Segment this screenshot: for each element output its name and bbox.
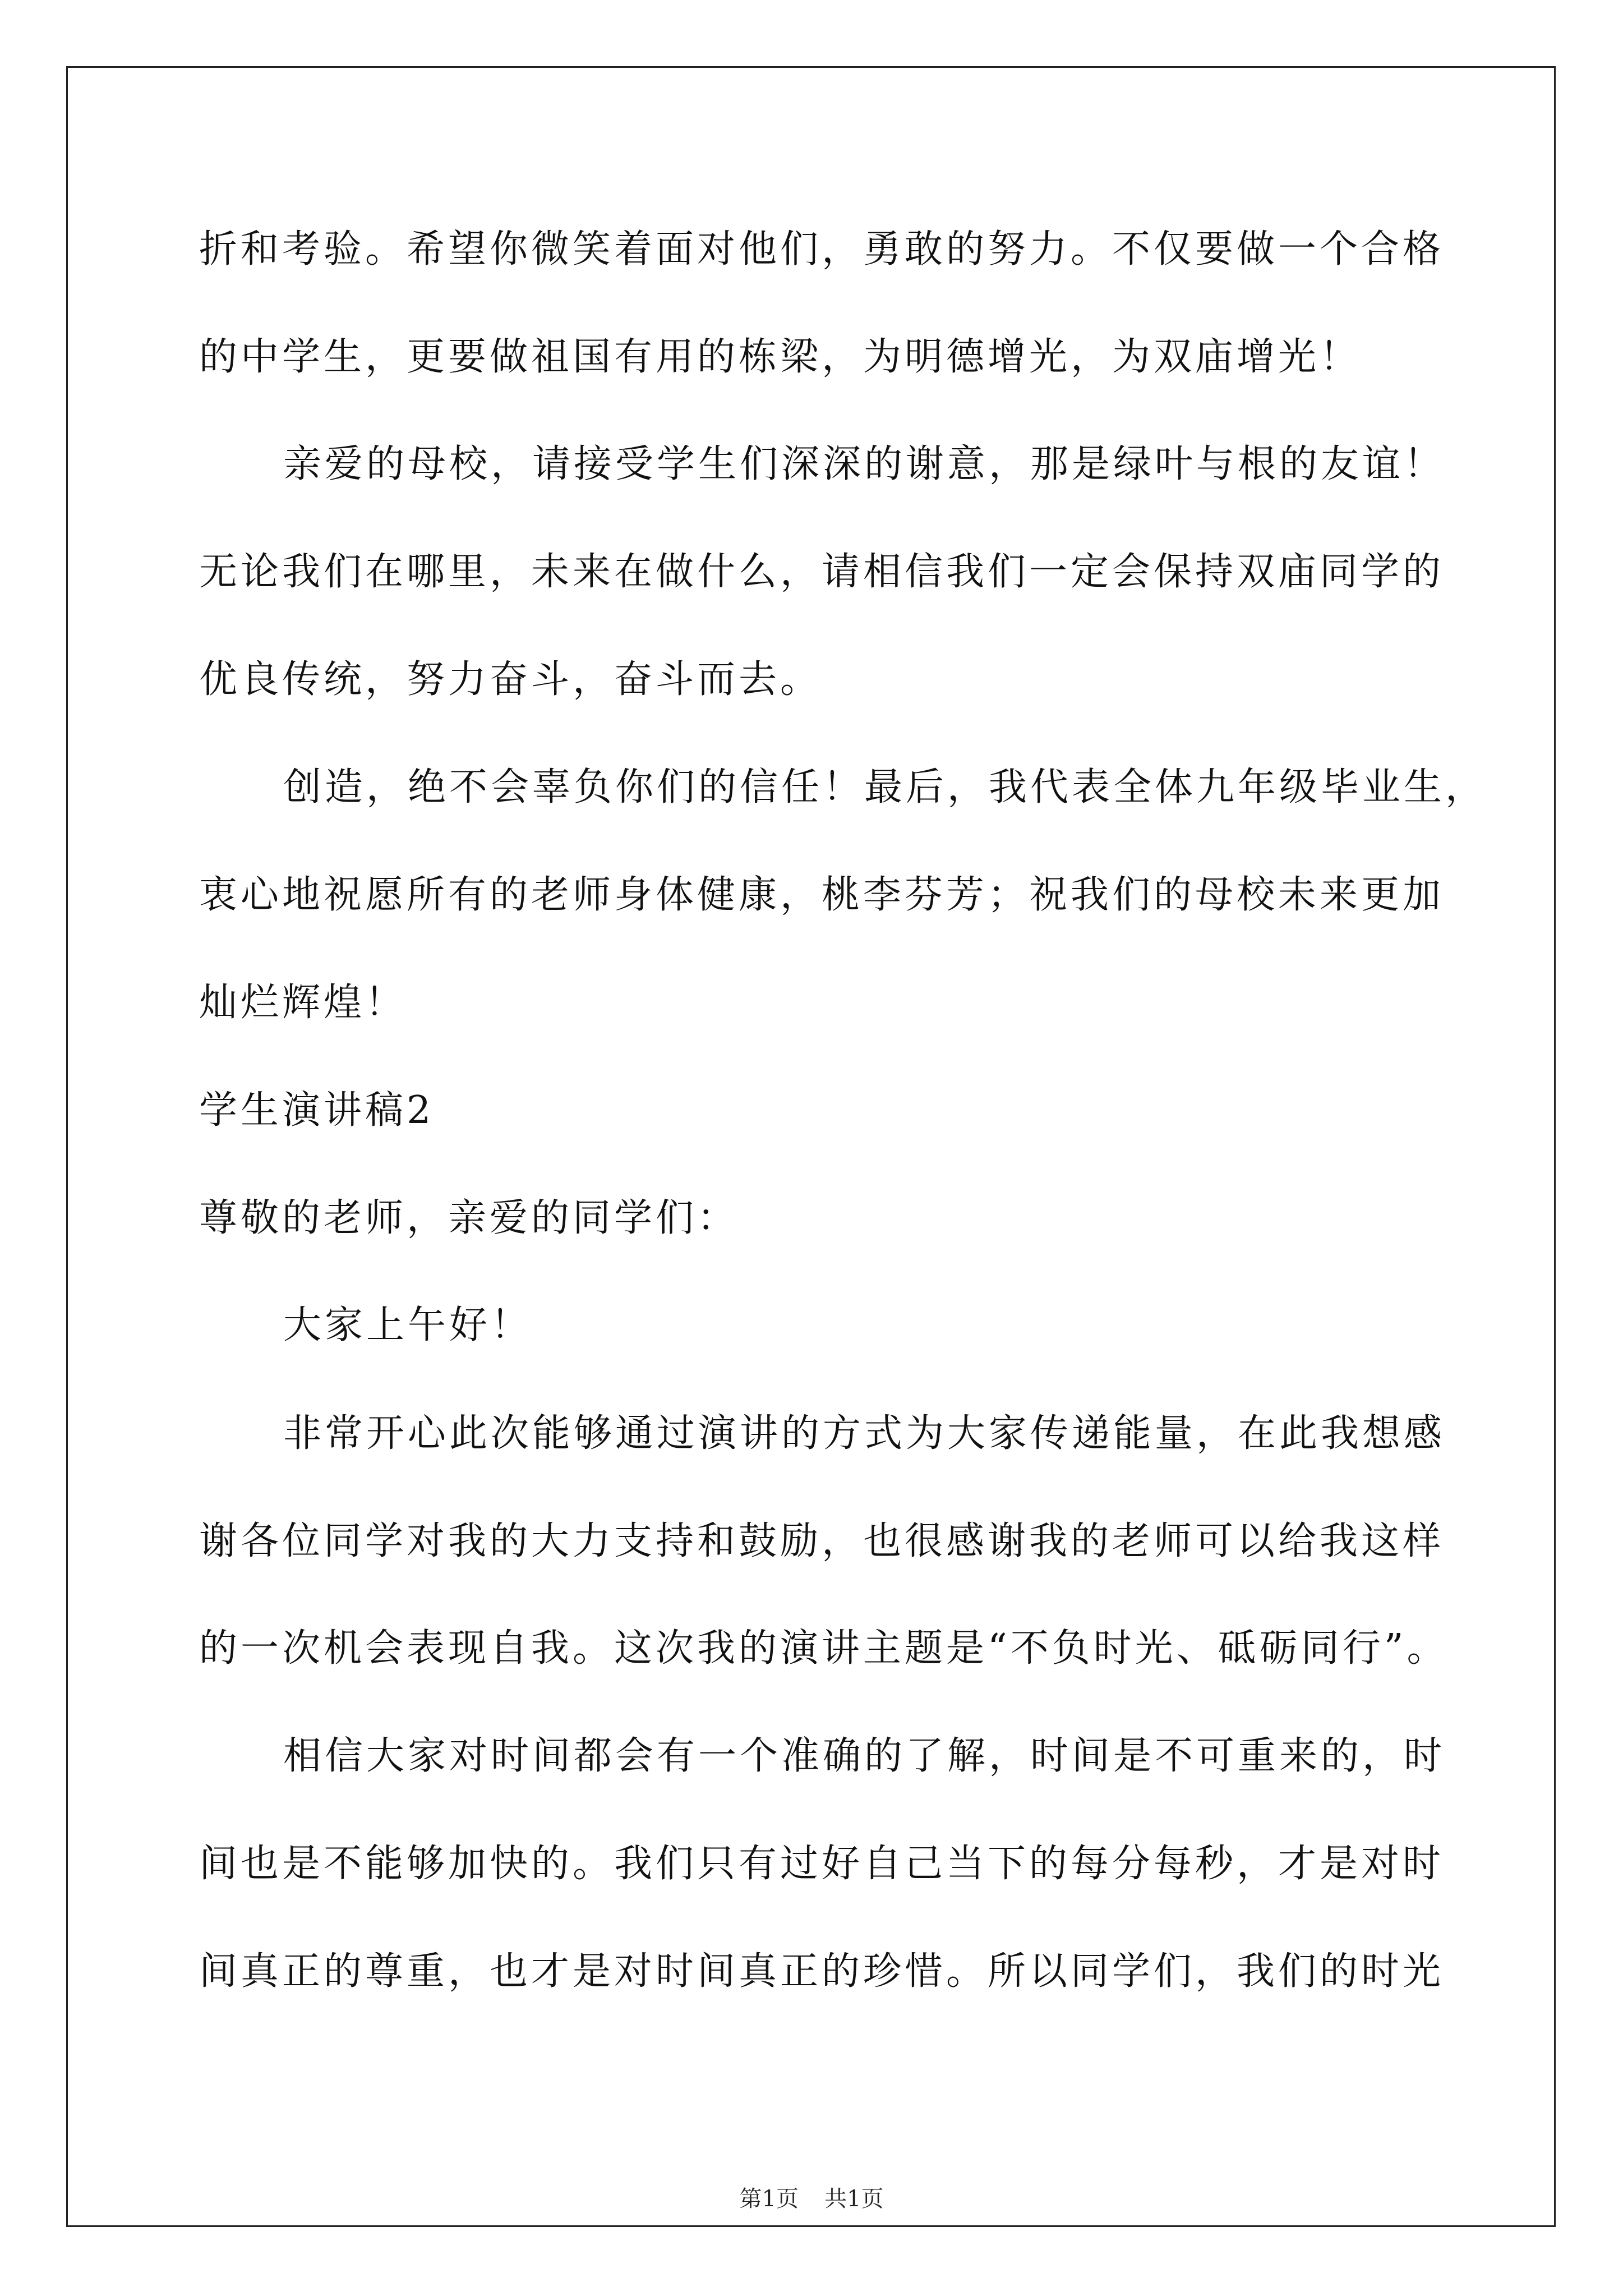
body-line: 折和考验。希望你微笑着面对他们，勇敢的努力。不仅要做一个合格 [199,227,1445,272]
section-heading: 学生演讲稿2 [199,1088,435,1133]
paragraph-first-line: 亲爱的母校，请接受学生们深深的谢意，那是绿叶与根的友谊！ [283,442,1446,486]
body-line: 谢各位同学对我的大力支持和鼓励，也很感谢我的老师可以给我这样 [199,1519,1445,1563]
body-line: 的中学生，更要做祖国有用的栋梁，为明德增光，为双庙增光！ [199,335,1362,379]
body-line: 的一次机会表现自我。这次我的演讲主题是“不负时光、砥砺同行”。 [199,1626,1449,1671]
salutation: 尊敬的老师，亲爱的同学们： [199,1196,739,1240]
paragraph-first-line: 非常开心此次能够通过演讲的方式为大家传递能量，在此我想感 [283,1411,1446,1456]
body-line: 间也是不能够加快的。我们只有过好自己当下的每分每秒，才是对时 [199,1842,1445,1886]
page-number: 第1页 [739,2186,799,2212]
body-line: 衷心地祝愿所有的老师身体健康，桃李芬芳；祝我们的母校未来更加 [199,873,1445,917]
body-line: 优良传统，努力奋斗，奋斗而去。 [199,657,822,702]
greeting: 大家上午好！ [283,1303,533,1347]
body-line: 灿烂辉煌！ [199,981,407,1025]
page-border [66,66,1556,2227]
page-footer [0,2185,1623,2213]
paragraph-first-line: 创造，绝不会辜负你们的信任！最后，我代表全体九年级毕业生， [283,765,1487,809]
body-line: 间真正的尊重，也才是对时间真正的珍惜。所以同学们，我们的时光 [199,1949,1445,1994]
body-line: 无论我们在哪里，未来在做什么，请相信我们一定会保持双庙同学的 [199,550,1445,594]
paragraph-first-line: 相信大家对时间都会有一个准确的了解，时间是不可重来的，时 [283,1734,1446,1778]
page-total: 共1页 [824,2186,884,2212]
